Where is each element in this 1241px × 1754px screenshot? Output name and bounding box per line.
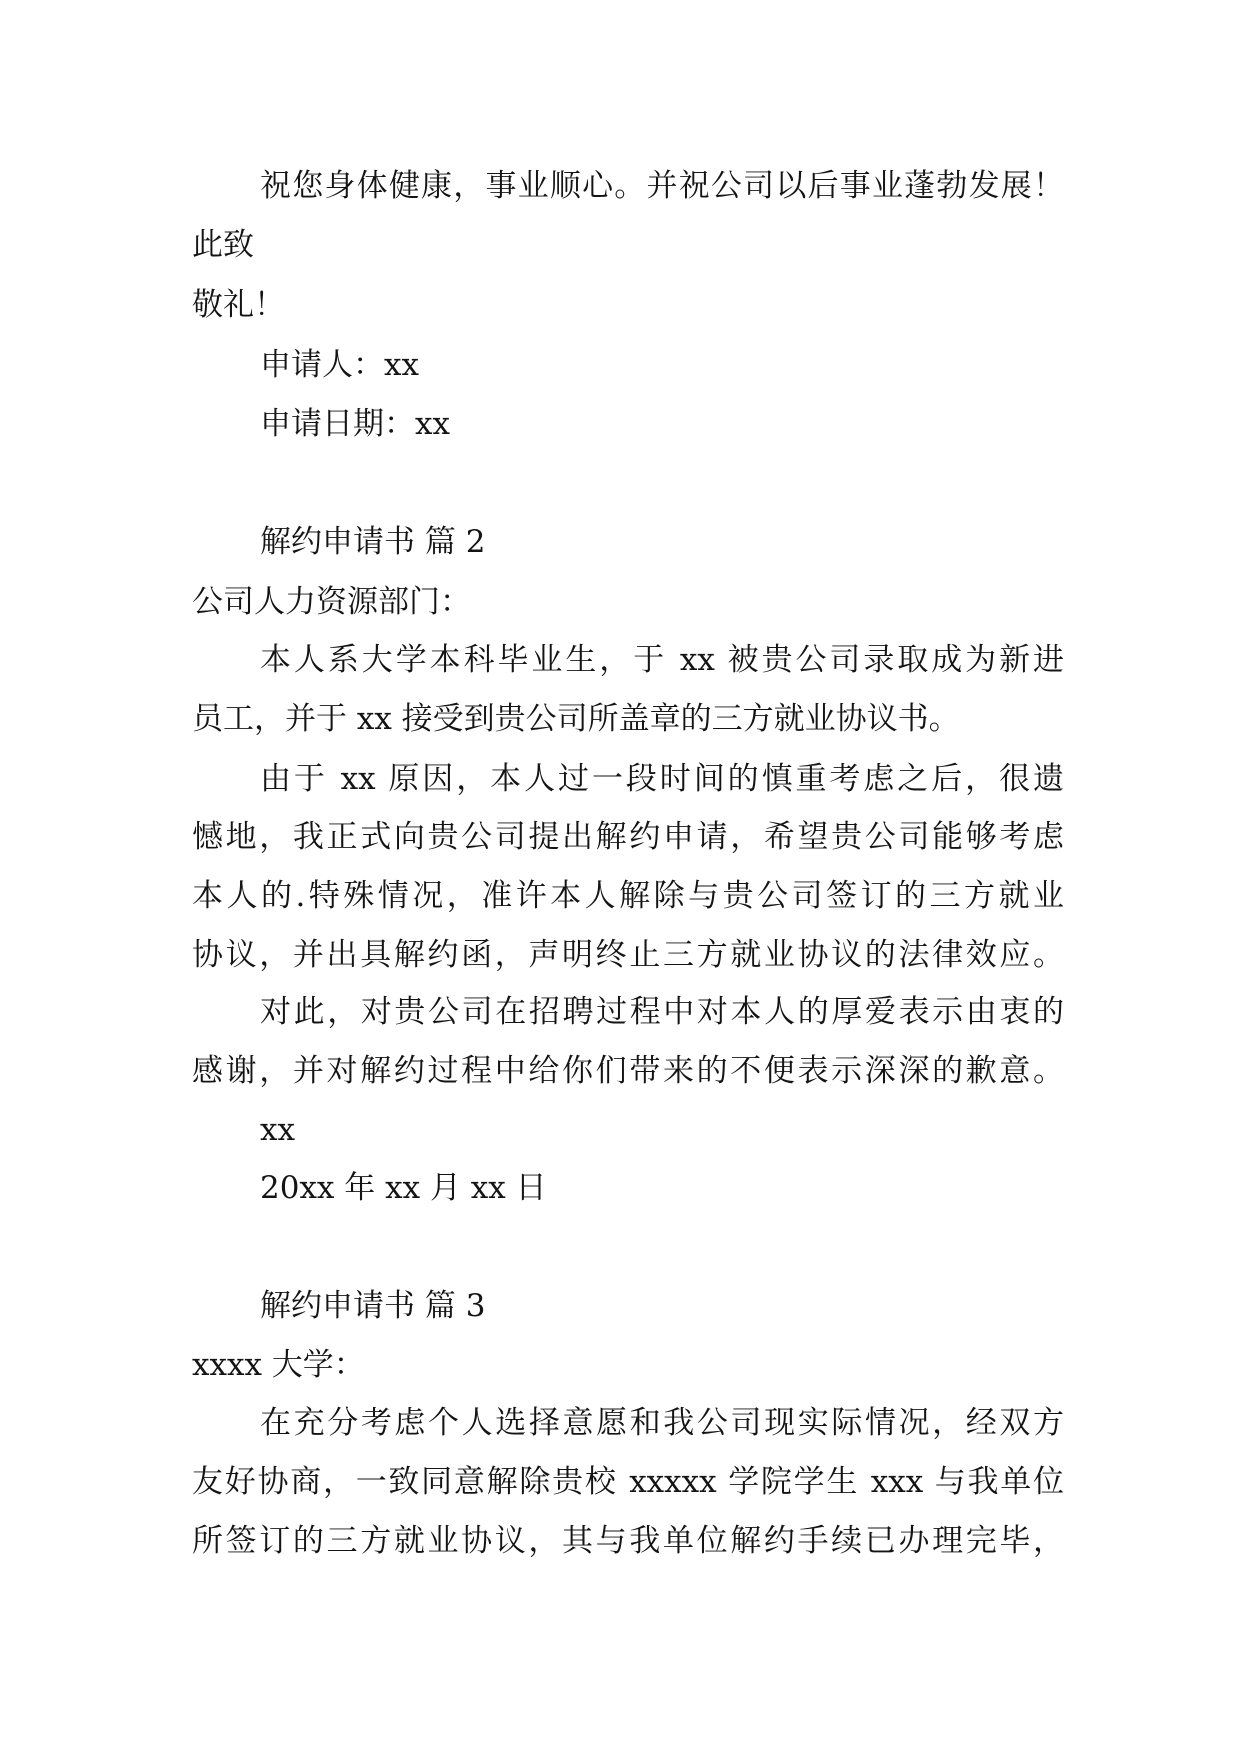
letter-2-paragraph-1-line: 员工，并于 xx 接受到贵公司所盖章的三方就业协议书。 xyxy=(192,701,960,737)
closing-wish: 祝您身体健康，事业顺心。并祝公司以后事业蓬勃发展！ xyxy=(260,168,1064,204)
letter-3-addressee: xxxx 大学： xyxy=(192,1347,365,1383)
application-date-line: 申请日期：xx xyxy=(260,406,450,442)
applicant-line: 申请人：xx xyxy=(260,347,419,383)
letter-2-heading: 解约申请书 篇 2 xyxy=(260,524,486,560)
letter-3-heading: 解约申请书 篇 3 xyxy=(260,1288,486,1324)
salutation-line-1: 此致 xyxy=(192,227,254,263)
salutation-line-2: 敬礼！ xyxy=(192,287,285,323)
letter-2-paragraph-2-line: 憾地，我正式向贵公司提出解约申请，希望贵公司能够考虑 xyxy=(192,819,1064,855)
letter-2-paragraph-1-line: 本人系大学本科毕业生，于 xx 被贵公司录取成为新进 xyxy=(260,642,1064,678)
letter-2-paragraph-2-line: 由于 xx 原因，本人过一段时间的慎重考虑之后，很遗 xyxy=(260,761,1064,797)
letter-3-paragraph-1-line: 友好协商，一致同意解除贵校 xxxxx 学院学生 xxx 与我单位 xyxy=(192,1464,1064,1500)
letter-2-paragraph-2-line: 协议，并出具解约函，声明终止三方就业协议的法律效应。 xyxy=(192,937,1064,973)
letter-2-paragraph-2-line: 本人的.特殊情况，准许本人解除与贵公司签订的三方就业 xyxy=(192,878,1064,914)
letter-2-paragraph-3-line: 对此，对贵公司在招聘过程中对本人的厚爱表示由衷的 xyxy=(260,994,1064,1030)
letter-2-date: 20xx 年 xx 月 xx 日 xyxy=(260,1170,547,1206)
letter-2-addressee: 公司人力资源部门： xyxy=(192,584,471,620)
letter-2-paragraph-3-line: 感谢，并对解约过程中给你们带来的不便表示深深的歉意。 xyxy=(192,1053,1064,1089)
letter-2-signature: xx xyxy=(260,1112,295,1148)
letter-3-paragraph-1-line: 在充分考虑个人选择意愿和我公司现实际情况，经双方 xyxy=(260,1405,1064,1441)
letter-3-paragraph-1-line: 所签订的三方就业协议，其与我单位解约手续已办理完毕， xyxy=(192,1523,1064,1559)
